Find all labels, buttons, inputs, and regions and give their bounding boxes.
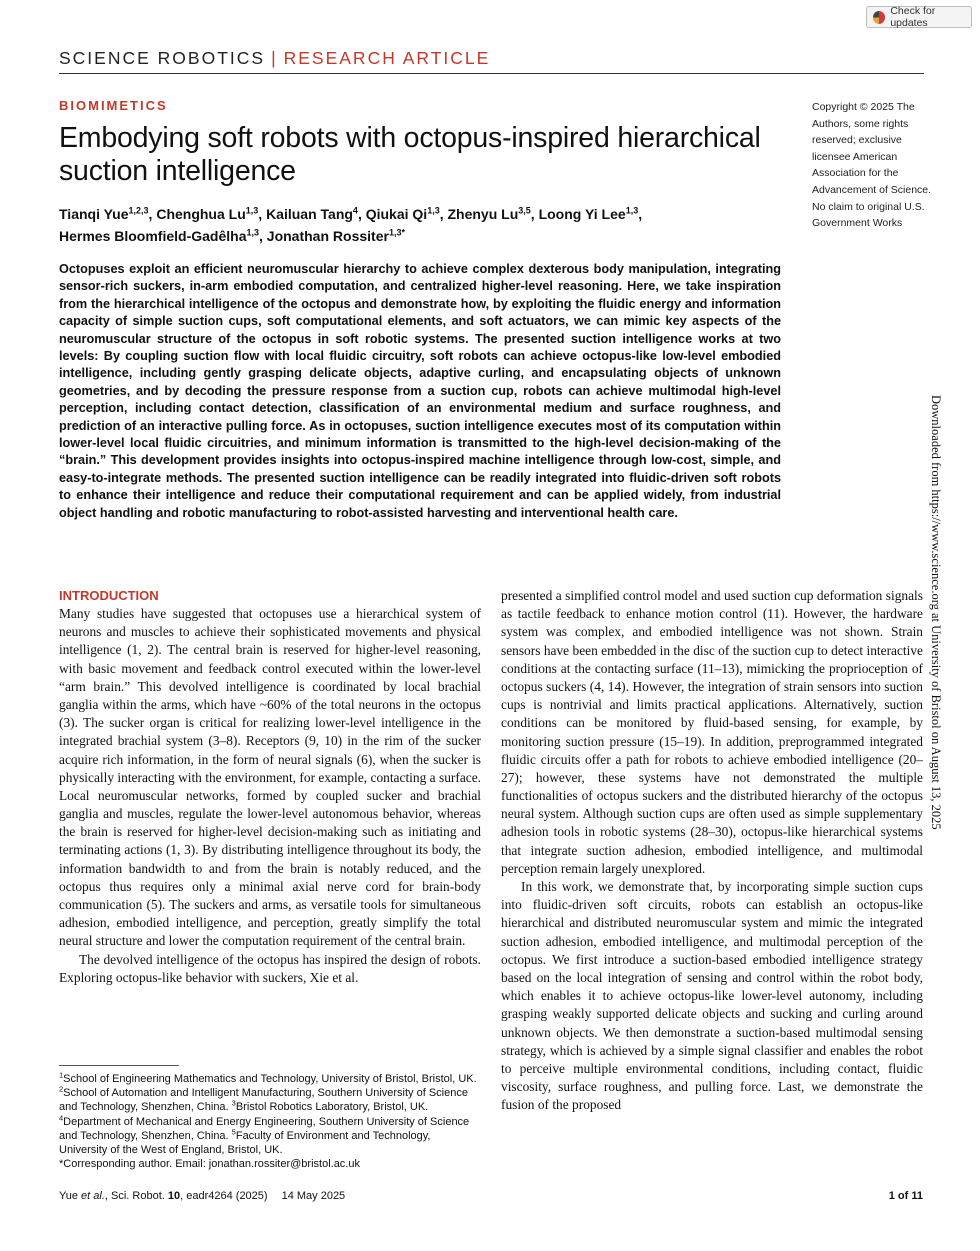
page-number: 1 of 11	[888, 1190, 923, 1202]
author-affiliation-marker: 1,3	[625, 205, 639, 216]
author-affiliation-marker: 4	[352, 205, 358, 216]
section-label: BIOMIMETICS	[59, 98, 168, 113]
copyright-notice: Copyright © 2025 The Authors, some rights reserved; exclusive licensee American Association for the Advancement of Science. No claim to original U.S. Government Works	[812, 101, 932, 230]
download-notice[interactable]: Downloaded from https://www.science.org at University of Bristol on August 13, 2025	[929, 395, 943, 830]
header-rule	[59, 73, 924, 74]
affiliation-text: School of Engineering Mathematics and Technology, University of Bristol, Bristol, UK.	[63, 1073, 477, 1085]
affiliation-text: School of Automation and Intelligent Manufacturing, Southern University of Science and Technology, Shenzhen, China.	[59, 1087, 468, 1114]
author-name: Loong Yi Lee	[538, 206, 626, 222]
author-affiliation-marker: 1,3*	[388, 227, 405, 238]
author-list: Tianqi Yue$^{1,2,3}$, Chenghua Lu$^{1,3}$, Kailuan Tang$^4$, Qiukai Qi$^{1,3}$, Zhenyu Lu$^{3,5}$, Loong Yi Lee$^{1,3}$, Hermes Bloomfield-Gadêlha$^{1,3}$, Jonathan Rossiter$^{1,3*}$	[59, 205, 643, 244]
body-column-right	[501, 587, 923, 1114]
citation-footer: Yue et al., Sci. Robot. 10, eadr4264 (2025) 14 May 2025	[59, 1190, 346, 1202]
author-affiliation-marker: 1,3	[246, 227, 260, 238]
author-name: Hermes Bloomfield-Gadêlha	[59, 228, 247, 244]
affiliation-text: Department of Mechanical and Energy Engineering, Southern University of Science and Technology, Shenzhen, China.	[59, 1115, 470, 1142]
paragraph: In this work, we demonstrate that, by incorporating simple suction cups into fluidic-driven soft circuits, robots can establish an octopus-like hierarchical and distributed neuromuscular system and mimic the integrated suction adhesion, embodied intelligence, and multimodal perception of the octopus. We first introduce a suction-based embodied intelligence strategy based on the local integration of sensing and control within the robot body, which enables it to achieve octopus-like lower-level autonomy, including grasping weakly supported delicate objects and sucking and curling around unknown objects. We then demonstrate a suction-based multimodal sensing strategy, which is achieved by a simple signal classifier and enables the robot to perceive multiple environmental conditions, including contact, fluidic viscosity, surface roughness, and pulling force. Last, we demonstrate the fusion of the proposed	[501, 879, 923, 1113]
author-affiliation-marker: 1,3	[427, 205, 440, 216]
introduction-heading: INTRODUCTION	[59, 588, 159, 603]
affiliation-marker: 4	[59, 1112, 64, 1122]
author-name: Qiukai Qi	[365, 206, 428, 222]
crossmark-icon	[873, 11, 885, 24]
check-for-updates-label: Check for updates	[890, 5, 936, 29]
affiliation-marker: 3	[231, 1098, 236, 1108]
author-affiliation-marker: 1,3	[245, 205, 259, 216]
paragraph: The devolved intelligence of the octopus has inspired the design of robots. Exploring octopus-like behavior with suckers, Xie et al.	[59, 951, 481, 985]
abstract: Octopuses exploit an efficient neuromuscular hierarchy to achieve complex dexterous body manipulation, integrating sensor-rich suckers, in-arm embodied computation, and centralized higher-level reasoning. Here, we take inspiration from the hierarchical intelligence of the octopus and demonstrate how, by exploiting the fluidic energy and information capacity of simple suction cups, soft computational elements, and soft actuators, we can mimic key aspects of the neuromuscular structure of the octopus in soft robotic systems. The presented suction intelligence works at two levels: By coupling suction flow with local fluidic circuitry, soft robots can achieve octopus-like low-level embodied intelligence, including gently grasping delicate objects, adaptive curling, and encapsulating objects of unknown geometries, and by decoding the pressure response from a suction cup, robots can achieve multimodal high-level perception, including contact detection, classification of an environmental medium and surface roughness, and prediction of an interactive pulling force. As in octopuses, suction intelligence executes most of its computation within lower-level local fluidic circuitries, and minimum information is transmitted to the high-level decision-making of the “brain.” This development provides insights into octopus-inspired machine intelligence through low-cost, simple, and easy-to-integrate methods. The presented suction intelligence can be readily integrated into fluidic-driven soft robots to enhance their intelligence and reduce their computational requirement and can be applied widely, from industrial object handling and robotic manufacturing to robot-assisted harvesting and interventional health care.	[59, 262, 781, 520]
author-name: Tianqi Yue	[59, 206, 129, 222]
author-name: Zhenyu Lu	[447, 206, 519, 222]
author-name: Kailuan Tang	[266, 206, 353, 222]
affiliations	[59, 1072, 481, 1157]
journal-header	[59, 48, 490, 69]
paragraph: Many studies have suggested that octopuses use a hierarchical system of neurons and muscles to achieve their sophisticated movements and physical intelligence (1, 2). The central brain is reserved for higher-level reasoning, with basic movement and feedback control executed within the lower-level “arm brain.” This devolved intelligence is coordinated by local brachial ganglia within the arms, which have ~60% of the total neurons in the octopus (3). The sucker organ is critical for realizing lower-level intelligence in the integrated brachial system (3–8). Receptors (9, 10) in the rim of the sucker acquire rich information, in the form of neural signals (6), when the sucker is physically interacting with the environment, for example, contacting a surface. Local neuromuscular networks, formed by coupled sucker and brachial ganglia and muscles, regulate the lower-level autonomous behavior, whereas the brain is reserved for higher-level decision-making such as initiating and terminating actions (1, 3). By distributing intelligence throughout its body, the information bandwidth to and from the brain is notably reduced, and the octopus thus requires only a minimal axial nerve cord for brain-body communication (5). The suckers and arms, as versatile tools for simultaneous adhesion, embodied intelligence, and perception, greatly simplify the total neural structure and lower the computation requirement of the central brain.	[59, 606, 481, 949]
author-affiliation-marker: 3,5	[518, 205, 531, 216]
header-separator: |	[271, 48, 278, 68]
author-name: Chenghua Lu	[156, 206, 246, 222]
author-affiliation-marker: 1,2,3	[128, 205, 149, 216]
journal-name: SCIENCE ROBOTICS	[59, 48, 266, 68]
footnote-rule	[59, 1065, 179, 1066]
paragraph: presented a simplified control model and used suction cup deformation signals as tactile feedback to enhance motion control (11). However, the hardware system was complex, and embodied intelligence was not shown. Strain sensors have been embedded in the disc of the suction cup to detect interactive conditions at the contacting surface (11–13), mimicking the proprioception of octopus suckers (4, 14). However, the integration of strain sensors into suction cups is nontrivial and limits practical applications. Alternatively, suction conditions can be monitored by fluid-based sensing, for example, by monitoring suction pressure (15–19). In addition, preprogrammed integrated fluidic circuits offer a path for robots to achieve embodied intelligence (20–27); however, these systems have not demonstrated the multiple functionalities of octopus suckers and the distributed hierarchy of the octopus neural system. Although suction cups are often used as simple supplementary adhesion tools in robotic systems (28–30), octopus-like hierarchical systems that integrate suction adhesion, embodied intelligence, and multimodal perception remain largely unexplored.	[501, 588, 923, 876]
affiliation-marker: 5	[231, 1127, 236, 1137]
publication-date: 14 May 2025	[281, 1190, 346, 1202]
corresponding-author: *Corresponding author. Email: jonathan.rossiter@bristol.ac.uk	[59, 1158, 360, 1171]
article-title: Embodying soft robots with octopus-inspired hierarchical suction intelligence	[59, 122, 761, 187]
check-for-updates-button[interactable]	[866, 6, 972, 28]
affiliation-marker: 1	[59, 1070, 64, 1080]
affiliation-marker: 2	[59, 1084, 64, 1094]
body-column-left	[59, 605, 481, 987]
affiliation-text: Faculty of Environment and Technology, University of the West of England, Bristol, UK.	[59, 1129, 431, 1157]
article-type: RESEARCH ARTICLE	[283, 48, 491, 68]
affiliation-footnotes	[59, 1072, 481, 1171]
author-name: Jonathan Rossiter	[266, 228, 389, 244]
affiliation-text: Bristol Robotics Laboratory, Bristol, UK.	[235, 1101, 429, 1114]
